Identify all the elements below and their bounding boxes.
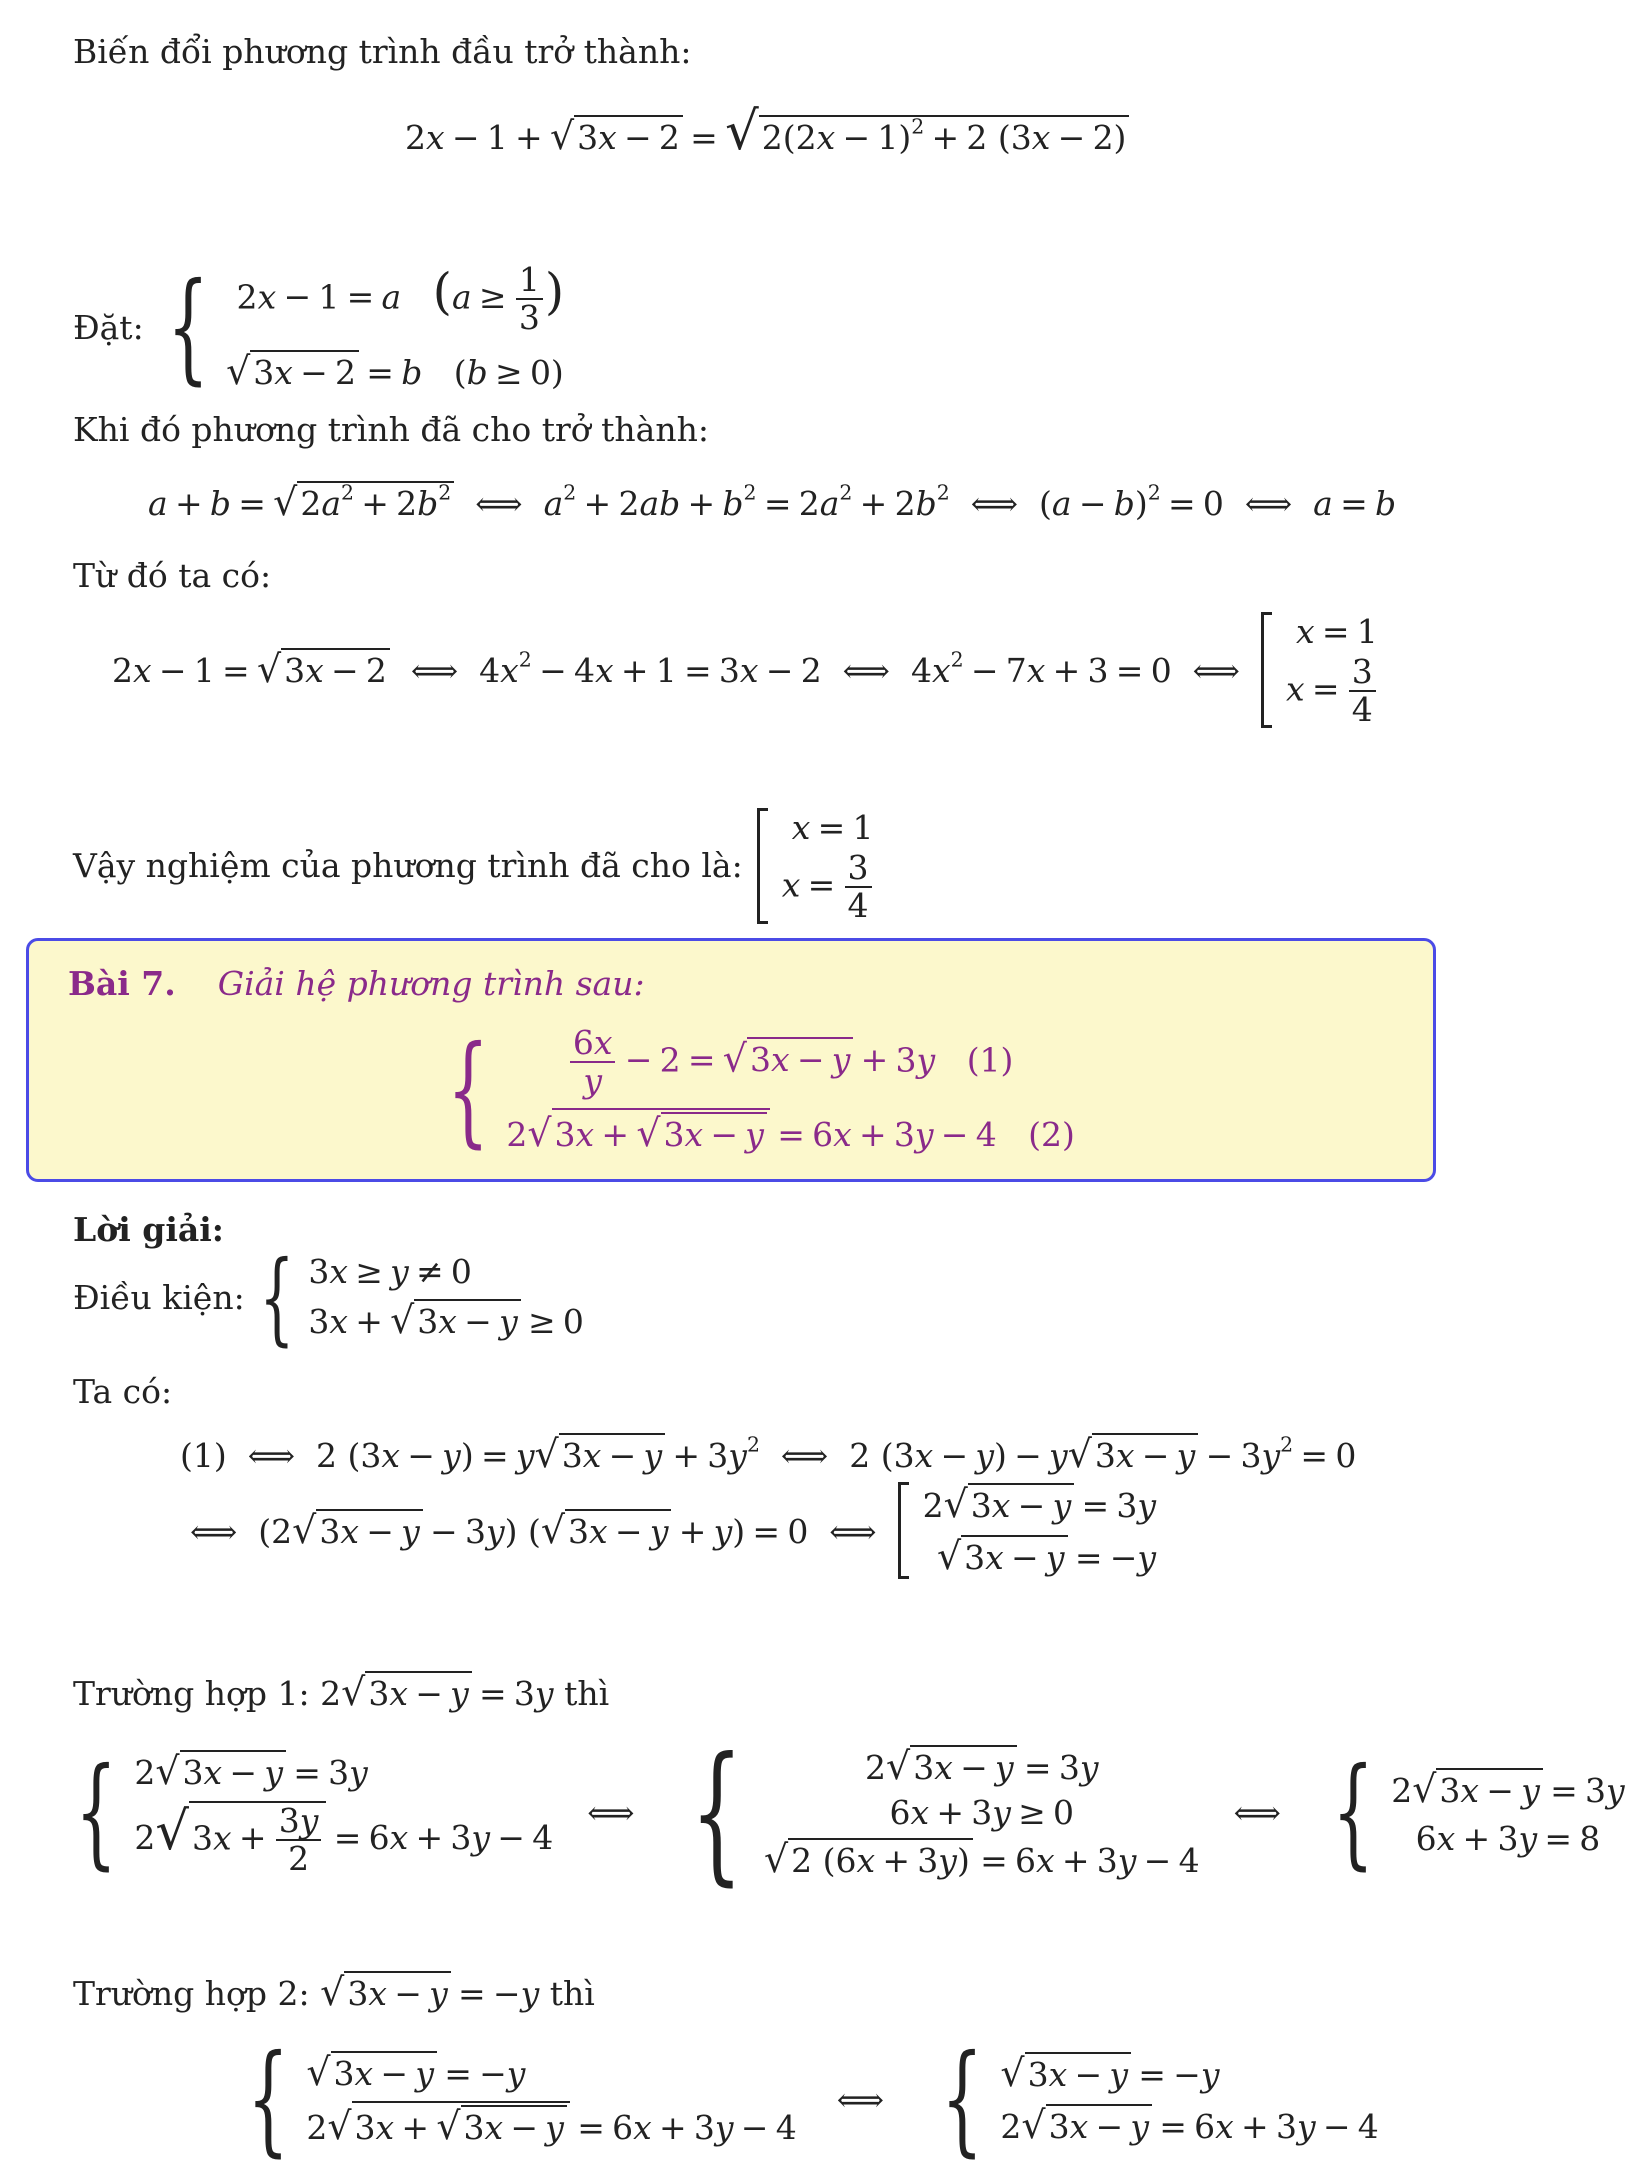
loi-giai-heading: Lời giải: <box>73 1210 224 1249</box>
equation-transformed: $2x - 1 + √3x - 2 = √2(2x - 1)^2 + 2$ (3x − 2) <box>405 100 1129 163</box>
problem-system: { $\frac{6x}{y}$ − 2 = √3x − y + 3y (1) 2√3x + √3x − y = 6x + 3y − 4 (2) <box>447 1021 1075 1161</box>
equation-expand-1: (1) ⟺ 2 $(3x - y) = y√3x - y + 3y^2$ ⟺ 2 $(3x - y) - y√3x - y - 3y^2 = 0$ <box>180 1432 1357 1476</box>
vay-text: Vậy nghiệm của phương trình đã cho là: <box>73 846 743 886</box>
case1-heading: Trường hợp 1: 2√3x − y = 3y thì <box>73 1670 610 1714</box>
khi-do-text: Khi đó phương trình đã cho trở thành: <box>73 410 709 449</box>
dat-label: Đặt: <box>73 308 144 348</box>
equation-solve-x: 2x − 1 = √3x − 2 ⟺ $4x^2 - 4x + 1 = 3x - 2$ ⟺ $4x^2 - 7x + 3 = 0$ ⟺ x = 1 x = $\frac{3}{4}$ <box>112 612 1378 729</box>
problem-header <box>68 964 645 1004</box>
case1-thi: thì <box>564 1674 610 1713</box>
substitution-block: Đặt: { 2x − 1 = a (a ≥ $\frac{1}{3}$ ) √3x − 2 = b (b ≥ 0) <box>73 258 565 398</box>
problem-label: Bài 7. <box>68 964 176 1003</box>
tu-do-text: Từ đó ta có: <box>73 556 272 595</box>
intro-text: Biến đổi phương trình đầu trở thành: <box>73 32 692 71</box>
equation-factor: ⟺ (2√3x − y − 3y) (√3x − y + y) = 0 ⟺ 2√3x − y = 3y √3x − y = −y <box>190 1482 1157 1578</box>
case2-heading: Trường hợp 2: √3x − y = −y thì <box>73 1970 595 2014</box>
ta-co-text: Ta có: <box>73 1372 173 1411</box>
eq2-tag: (2) <box>1028 1114 1075 1154</box>
case1-label: Trường hợp 1: <box>73 1674 310 1713</box>
case1-systems: { 2√3x − y = 3y 2√3x + $\frac{3y}{2}$ = 6x + 3y − 4 ⟺ { 2√3x − y = 3y 6x + 3y ≥ 0 √2 (6x + 3y) = 6x + 3y − 4 ⟺ { 2√3x − y = 3y 6x + 3y = 8 <box>75 1726 1625 1900</box>
conclusion-block: Vậy nghiệm của phương trình đã cho là: x = 1 x = $\frac{3}{4}$ <box>73 808 874 925</box>
eq1-tag: (1) <box>966 1040 1014 1080</box>
case2-thi: thì <box>549 1974 595 2013</box>
equation-ab: $a + b = √2a^2 + 2b^2$ ⟺ $a^2 + 2ab + b^2 = 2a^2 + 2b^2$ ⟺ $(a - b)^2 = 0$ ⟺ a = b <box>148 480 1397 524</box>
tag-1: (1) <box>180 1436 227 1475</box>
condition-block: Điều kiện: { 3x ≥ y ≠ 0 3x + √3x − y ≥ 0 <box>73 1239 584 1356</box>
dieu-kien-label: Điều kiện: <box>73 1278 245 1318</box>
case2-systems: { √3x − y = −y 2√3x + √3x − y = 6x + 3y − 4 ⟺ { √3x − y = −y 2√3x − y = 6x + 3y − 4 <box>247 2030 1379 2169</box>
problem-title: Giải hệ phương trình sau: <box>217 964 645 1003</box>
case2-label: Trường hợp 2: <box>73 1974 310 2013</box>
